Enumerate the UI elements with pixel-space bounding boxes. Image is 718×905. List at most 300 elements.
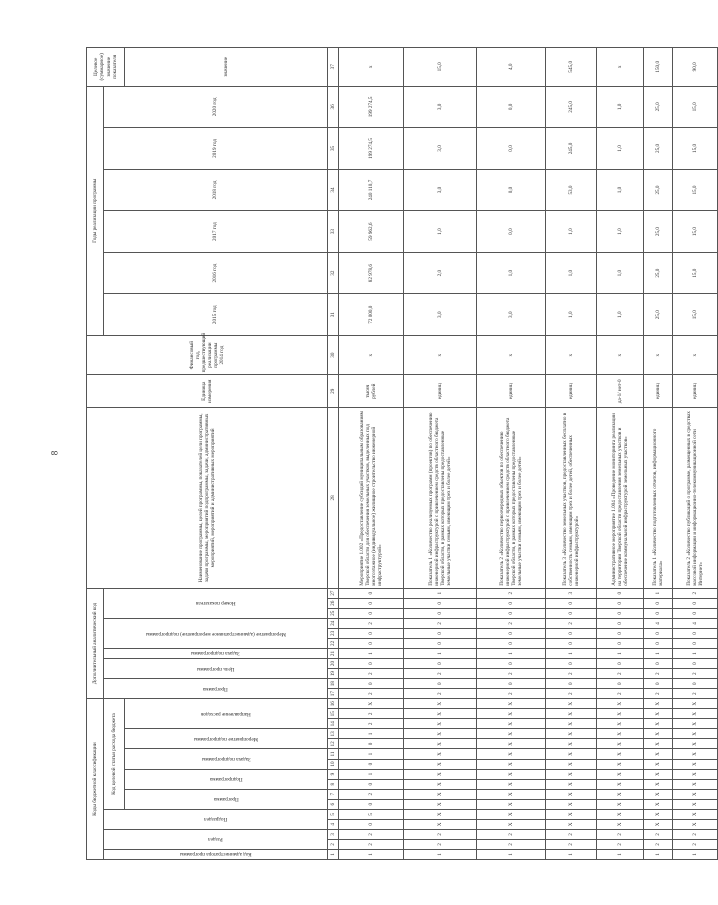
year-value: 15,0 <box>673 169 718 211</box>
code-cell: 0 <box>673 598 718 608</box>
code-cell: Х <box>673 719 718 729</box>
column-number: 12 <box>328 739 339 749</box>
column-number: 1 <box>328 849 339 859</box>
code-cell: 0 <box>339 779 404 789</box>
code-cell: 1 <box>546 849 597 859</box>
column-number: 6 <box>328 799 339 809</box>
code-cell: 0 <box>597 618 644 628</box>
row-unit: тысяч рублей <box>339 375 404 408</box>
code-cell: Х <box>673 799 718 809</box>
year-value: 25,0 <box>644 294 673 336</box>
code-cell: Х <box>597 699 644 709</box>
code-cell: 0 <box>546 638 597 648</box>
row-base-year: х <box>597 335 644 374</box>
code-cell: 2 <box>546 829 597 839</box>
year-header-2: 2017 год <box>104 211 328 253</box>
year-value: 15,0 <box>673 294 718 336</box>
code-cell: Х <box>644 699 673 709</box>
sub-header-indicator-no-text: Номер показателя <box>195 600 236 607</box>
code-cell: 2 <box>339 839 404 849</box>
code-cell: 0 <box>673 638 718 648</box>
code-cell: 0 <box>673 659 718 669</box>
code-cell: 0 <box>477 638 546 648</box>
year-value: 245,0 <box>546 86 597 128</box>
code-cell: 1 <box>477 649 546 659</box>
code-cell: 2 <box>404 689 477 699</box>
code-cell: 0 <box>404 659 477 669</box>
code-cell: 2 <box>597 829 644 839</box>
year-value: 3,0 <box>404 169 477 211</box>
table-row <box>546 48 597 860</box>
code-cell: 0 <box>673 608 718 618</box>
row-unit: единиц <box>404 375 477 408</box>
code-cell: Х <box>644 739 673 749</box>
row-unit: да-1/ нет-0 <box>597 375 644 408</box>
table-row <box>339 48 404 860</box>
sub-header-program <box>104 679 328 699</box>
code-cell: 0 <box>339 588 404 598</box>
row-name: Показатель 1 «Количество реализуемых программ (проектов) по обеспечению инженерной инфраструктурой с привлечением средств областного бюджета Тверской области, в рамках которых предоставлены предоставленные земельные участки семьям, имеющим трех и более детей» <box>404 408 477 589</box>
program-table <box>86 47 718 860</box>
code-cell: Х <box>673 819 718 829</box>
code-cell: Х <box>546 769 597 779</box>
code-cell: Х <box>404 779 477 789</box>
code-cell: Х <box>597 719 644 729</box>
code-cell: Х <box>546 709 597 719</box>
column-number: 18 <box>328 679 339 689</box>
code-cell: 1 <box>339 749 404 759</box>
column-number: 35 <box>328 128 339 170</box>
code-cell: 5 <box>339 809 404 819</box>
code-cell: 2 <box>597 689 644 699</box>
code-cell: 0 <box>644 638 673 648</box>
code-cell: 0 <box>339 679 404 689</box>
code-cell: 0 <box>339 799 404 809</box>
row-base-year: х <box>477 335 546 374</box>
sub-header-program-b <box>125 789 328 809</box>
code-cell: 2 <box>546 618 597 628</box>
year-value: 3,0 <box>477 294 546 336</box>
code-cell: 1 <box>404 649 477 659</box>
code-cell: 0 <box>477 598 546 608</box>
code-cell: 0 <box>597 588 644 598</box>
target-article-header: Код целевой статьи расхода бюджета <box>104 699 125 810</box>
code-cell: 2 <box>404 829 477 839</box>
column-number: 13 <box>328 729 339 739</box>
code-cell: Х <box>477 759 546 769</box>
code-cell: 2 <box>404 669 477 679</box>
code-cell: Х <box>597 759 644 769</box>
code-cell: 0 <box>404 598 477 608</box>
column-number: 28 <box>328 408 339 589</box>
row-target: 545,0 <box>546 48 597 87</box>
column-number: 31 <box>328 294 339 336</box>
code-cell: Х <box>673 759 718 769</box>
code-cell: 2 <box>339 669 404 679</box>
code-cell: 0 <box>597 679 644 689</box>
column-number: 8 <box>328 779 339 789</box>
code-cell: Х <box>597 789 644 799</box>
code-cell: 2 <box>673 829 718 839</box>
code-cell: 2 <box>673 588 718 598</box>
code-cell: Х <box>339 699 404 709</box>
code-cell: Х <box>546 729 597 739</box>
code-cell: 2 <box>339 789 404 799</box>
code-cell: Х <box>644 799 673 809</box>
code-cell: Х <box>477 719 546 729</box>
code-cell: Х <box>673 739 718 749</box>
column-number: 34 <box>328 169 339 211</box>
code-cell: Х <box>597 709 644 719</box>
sub-header-section-text: Раздел <box>208 836 223 843</box>
code-cell: 1 <box>404 849 477 859</box>
code-cell: 0 <box>597 598 644 608</box>
code-cell: 0 <box>477 659 546 669</box>
year-value: 25,0 <box>644 86 673 128</box>
code-cell: 2 <box>477 618 546 628</box>
code-cell: 0 <box>546 608 597 618</box>
table-row <box>597 48 644 860</box>
sub-header-task <box>125 749 328 769</box>
year-value: 0,0 <box>477 128 546 170</box>
row-unit: единиц <box>644 375 673 408</box>
page-number: 8 <box>49 450 60 456</box>
sub-header-task-text: Задача подпрограммы <box>201 756 251 763</box>
row-target: х <box>339 48 404 87</box>
code-cell: Х <box>644 729 673 739</box>
code-cell: 1 <box>597 849 644 859</box>
code-cell: Х <box>644 769 673 779</box>
code-cell: 2 <box>404 839 477 849</box>
year-value: 3,0 <box>404 294 477 336</box>
code-cell: Х <box>597 779 644 789</box>
code-cell: 0 <box>546 679 597 689</box>
code-cell: 0 <box>673 679 718 689</box>
year-value: 1,0 <box>597 252 644 294</box>
year-value: 1,0 <box>477 252 546 294</box>
code-cell: Х <box>477 779 546 789</box>
row-target: 150,0 <box>644 48 673 87</box>
code-cell: Х <box>546 719 597 729</box>
code-cell: 2 <box>673 839 718 849</box>
column-number: 16 <box>328 699 339 709</box>
code-cell: Х <box>404 729 477 739</box>
year-value: 25,0 <box>644 211 673 253</box>
code-cell: 2 <box>644 689 673 699</box>
code-cell: Х <box>673 729 718 739</box>
column-number: 15 <box>328 709 339 719</box>
code-cell: 0 <box>597 608 644 618</box>
target-group-header: Целевое (суммарное) значение показателя <box>87 48 125 87</box>
unit-column-header: Единица измерения <box>87 375 328 408</box>
table-row <box>673 48 718 860</box>
code-cell: 0 <box>644 608 673 618</box>
column-number: 21 <box>328 649 339 659</box>
code-cell: Х <box>477 749 546 759</box>
row-name: Мероприятие 1.002 «Предоставление субсидий муниципальным образованиям Тверской области для обеспечения земельных участков, выделенных под многоэтажное (индивидуальное) жилищное строительство инженерной инфраструктурой» <box>339 408 404 589</box>
year-value: 1,0 <box>597 128 644 170</box>
table-row <box>404 48 477 860</box>
year-value: 0,0 <box>477 86 546 128</box>
code-cell: 2 <box>339 719 404 729</box>
code-cell: 0 <box>546 598 597 608</box>
code-cell: Х <box>404 799 477 809</box>
code-cell: 0 <box>339 608 404 618</box>
code-cell: Х <box>644 759 673 769</box>
code-cell: 1 <box>404 588 477 598</box>
code-cell: Х <box>644 749 673 759</box>
code-cell: Х <box>477 809 546 819</box>
row-name: Показатель 2 «Количество публикаций о программе, размещенных в средствах массовой информации и информационно-телекоммуникационной сети Интернет» <box>673 408 718 589</box>
year-header-0: 2015 год <box>104 294 328 336</box>
code-cell: 1 <box>644 649 673 659</box>
code-cell: Х <box>404 739 477 749</box>
code-cell: 0 <box>477 608 546 618</box>
code-cell: 2 <box>477 829 546 839</box>
code-cell: Х <box>597 749 644 759</box>
row-target: х <box>597 48 644 87</box>
code-cell: 2 <box>339 689 404 699</box>
code-cell: 0 <box>597 628 644 638</box>
sub-header-program-text: Программа <box>203 685 228 692</box>
code-cell: 0 <box>404 638 477 648</box>
code-cell: 1 <box>477 849 546 859</box>
year-value: 1,0 <box>597 169 644 211</box>
sub-header-measure <box>104 618 328 648</box>
code-cell: Х <box>673 709 718 719</box>
name-column-header: Наименование программы, целей программы, показателей цели программы, задачи программы, мероприятий подпрограммы, задачи, административных мероприятий, мероприятий и административных мероприятий <box>87 408 328 589</box>
row-unit: единиц <box>546 375 597 408</box>
year-value: 15,0 <box>673 211 718 253</box>
code-cell: Х <box>597 729 644 739</box>
code-cell: 0 <box>644 679 673 689</box>
year-value: 1,0 <box>546 294 597 336</box>
year-value: 15,0 <box>673 128 718 170</box>
code-cell: 0 <box>339 739 404 749</box>
code-cell: Х <box>477 729 546 739</box>
code-cell: Х <box>404 759 477 769</box>
column-number: 23 <box>328 628 339 638</box>
code-cell: 2 <box>597 669 644 679</box>
code-cell: 0 <box>477 628 546 638</box>
year-header-1: 2016 год <box>104 252 328 294</box>
code-cell: 0 <box>546 659 597 669</box>
column-number: 5 <box>328 809 339 819</box>
code-cell: Х <box>644 809 673 819</box>
year-value: 199 274,5 <box>339 128 404 170</box>
year-value: 0,0 <box>477 211 546 253</box>
code-cell: Х <box>546 739 597 749</box>
code-cell: 0 <box>339 628 404 638</box>
sub-header-program-b-text: Программа <box>213 796 239 803</box>
year-header-4: 2019 год <box>104 128 328 170</box>
year-value: 15,0 <box>673 252 718 294</box>
year-value: 25,0 <box>644 169 673 211</box>
sub-header-subprogram-text: Подпрограмма <box>209 776 243 783</box>
base-year-column-header: Финансовый год, предшествующий реализации программы 2014 год <box>87 335 328 374</box>
year-value: 59 962,6 <box>339 211 404 253</box>
sub-header-indicator-no <box>104 588 328 618</box>
code-cell: 0 <box>644 598 673 608</box>
row-base-year: х <box>673 335 718 374</box>
code-cell: Х <box>597 809 644 819</box>
sub-header-subprogram-task-text: Задача подпрограммы <box>191 650 240 657</box>
row-unit: единиц <box>477 375 546 408</box>
code-cell: 2 <box>546 839 597 849</box>
code-cell: Х <box>477 739 546 749</box>
code-cell: Х <box>546 759 597 769</box>
column-number: 30 <box>328 335 339 374</box>
code-cell: Х <box>644 789 673 799</box>
code-cell: 1 <box>597 649 644 659</box>
year-value: 1,0 <box>404 211 477 253</box>
sub-header-measure-text: Мероприятие (административное мероприятие) подпрограммы <box>145 630 286 637</box>
year-value: 82 978,6 <box>339 252 404 294</box>
code-cell: Х <box>546 779 597 789</box>
column-number: 32 <box>328 252 339 294</box>
sub-header-subsection <box>104 809 328 829</box>
table-row <box>644 48 673 860</box>
column-number: 29 <box>328 375 339 408</box>
column-number: 26 <box>328 598 339 608</box>
code-cell: 0 <box>404 608 477 618</box>
column-number: 17 <box>328 689 339 699</box>
year-value: 0,0 <box>477 169 546 211</box>
code-cell: Х <box>477 709 546 719</box>
code-cell: 4 <box>644 618 673 628</box>
sub-header-admin-text: Код администратора программы <box>179 851 252 857</box>
code-cell: Х <box>404 789 477 799</box>
row-base-year: х <box>644 335 673 374</box>
year-value: 240 110,7 <box>339 169 404 211</box>
code-cell: 0 <box>339 759 404 769</box>
sub-header-event-text: Мероприятие подпрограммы <box>193 736 259 742</box>
column-number: 4 <box>328 819 339 829</box>
year-value: 199 274,5 <box>339 86 404 128</box>
year-value: 1,0 <box>597 86 644 128</box>
analytic-code-header: Дополнительный аналитический код <box>87 588 104 699</box>
year-value: 245,0 <box>546 128 597 170</box>
sub-header-admin <box>104 849 328 859</box>
row-target: 15,0 <box>404 48 477 87</box>
code-cell: Х <box>404 719 477 729</box>
code-cell: Х <box>404 819 477 829</box>
sub-header-program-goal <box>104 659 328 679</box>
sub-header-subsection-text: Подраздел <box>203 816 228 823</box>
code-cell: Х <box>597 769 644 779</box>
code-cell: Х <box>546 819 597 829</box>
code-cell: 1 <box>673 649 718 659</box>
code-cell: Х <box>597 819 644 829</box>
row-unit: единиц <box>673 375 718 408</box>
sub-header-section <box>104 829 328 849</box>
column-number: 20 <box>328 659 339 669</box>
code-cell: Х <box>644 819 673 829</box>
code-cell: Х <box>477 699 546 709</box>
code-cell: 0 <box>644 628 673 638</box>
year-value: 1,0 <box>546 211 597 253</box>
column-number: 22 <box>328 638 339 648</box>
code-cell: Х <box>673 769 718 779</box>
code-cell: 2 <box>477 669 546 679</box>
code-cell: 0 <box>339 598 404 608</box>
column-number: 25 <box>328 608 339 618</box>
years-group-header: Годы реализации программы <box>87 86 104 335</box>
code-cell: Х <box>546 749 597 759</box>
code-cell: Х <box>404 699 477 709</box>
code-cell: 0 <box>339 638 404 648</box>
row-name: Показатель 1 «Количество подготовленных отчетов, информационного материала» <box>644 408 673 589</box>
budget-classification-header: Коды бюджетной классификации <box>87 699 104 860</box>
column-number: 9 <box>328 769 339 779</box>
code-cell: 1 <box>673 849 718 859</box>
column-number: 19 <box>328 669 339 679</box>
code-cell: 2 <box>404 618 477 628</box>
code-cell: 0 <box>404 628 477 638</box>
code-cell: 1 <box>546 649 597 659</box>
code-cell: 0 <box>477 679 546 689</box>
code-cell: Х <box>477 769 546 779</box>
code-cell: 0 <box>339 819 404 829</box>
code-cell: 3 <box>546 588 597 598</box>
sub-header-subprogram-task <box>104 649 328 659</box>
code-cell: Х <box>546 809 597 819</box>
column-number: 3 <box>328 829 339 839</box>
code-cell: 1 <box>644 849 673 859</box>
column-number: 10 <box>328 759 339 769</box>
sub-header-direction <box>125 699 328 729</box>
row-name: Показатель 2 «Количество первоочередных объектов по обеспечению инженерной инфраструктурой с привлечением средств областного бюджета Тверской области, в рамках которых предоставлены предоставленные земельные участки семьям, имеющим трех и более детей» <box>477 408 546 589</box>
year-value: 53,0 <box>546 169 597 211</box>
year-value: 3,0 <box>404 128 477 170</box>
year-value: 1,0 <box>546 252 597 294</box>
year-value: 3,0 <box>404 86 477 128</box>
target-value-header: значение <box>125 48 328 87</box>
code-cell: 2 <box>546 669 597 679</box>
code-cell: 1 <box>339 769 404 779</box>
row-base-year: х <box>339 335 404 374</box>
column-number: 7 <box>328 789 339 799</box>
code-cell: 2 <box>597 839 644 849</box>
code-cell: Х <box>477 819 546 829</box>
code-cell: Х <box>673 809 718 819</box>
code-cell: 0 <box>546 628 597 638</box>
year-value: 1,0 <box>597 211 644 253</box>
code-cell: Х <box>597 799 644 809</box>
code-cell: Х <box>673 749 718 759</box>
sub-header-subprogram <box>125 769 328 789</box>
code-cell: 0 <box>644 659 673 669</box>
sub-header-direction-text: Направление расходов <box>201 710 251 717</box>
year-value: 25,0 <box>644 252 673 294</box>
code-cell: Х <box>477 799 546 809</box>
code-cell: 1 <box>644 588 673 598</box>
code-cell: 0 <box>404 679 477 689</box>
table-row <box>477 48 546 860</box>
code-cell: Х <box>597 739 644 749</box>
code-cell: 2 <box>673 669 718 679</box>
code-cell: Х <box>546 699 597 709</box>
code-cell: 2 <box>477 588 546 598</box>
code-cell: 2 <box>546 689 597 699</box>
column-number: 11 <box>328 749 339 759</box>
code-cell: 2 <box>673 689 718 699</box>
code-cell: Х <box>644 779 673 789</box>
column-number: 2 <box>328 839 339 849</box>
code-cell: Х <box>546 789 597 799</box>
column-number: 36 <box>328 86 339 128</box>
column-number: 24 <box>328 618 339 628</box>
